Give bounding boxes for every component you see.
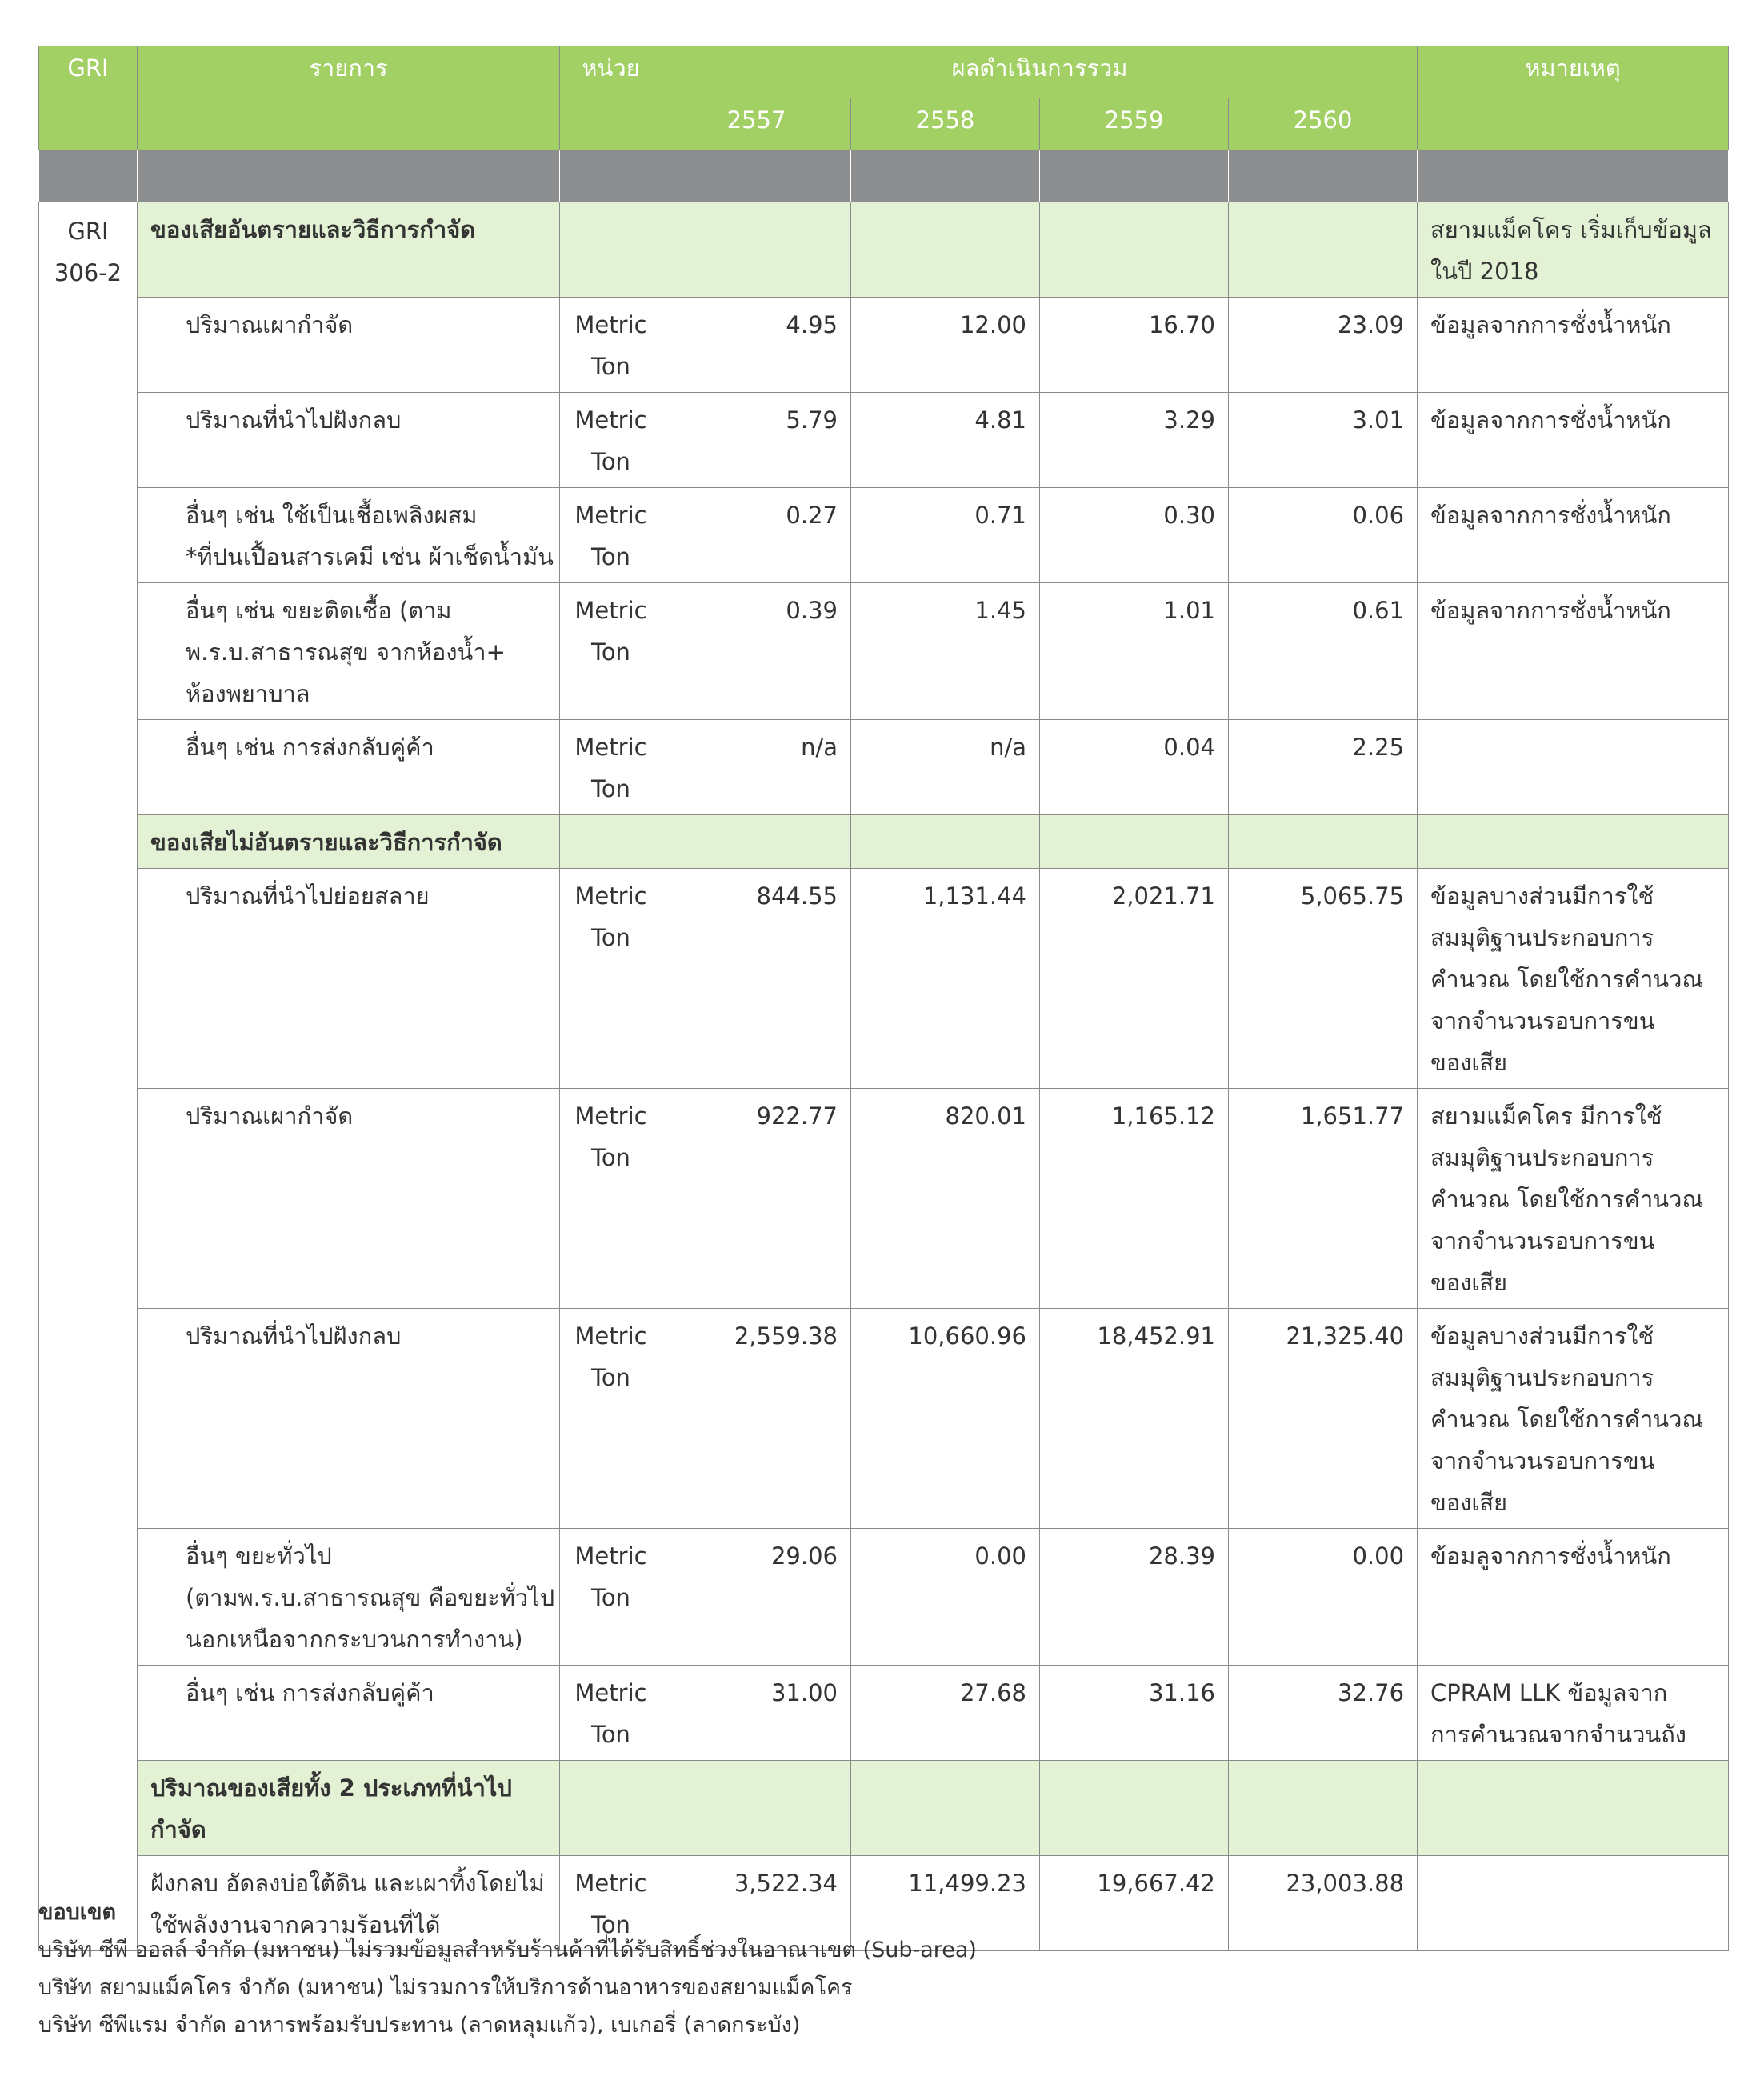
- row-note-line: การคำนวณจากจำนวนถัง: [1430, 1721, 1686, 1748]
- row-value: 32.76: [1229, 1666, 1418, 1761]
- row-value: 31.00: [662, 1666, 851, 1761]
- row-item-line: ห้องพยาบาล: [186, 680, 310, 707]
- section-fill-cell: [851, 202, 1040, 298]
- row-value: 4.95: [662, 298, 851, 393]
- row-unit-line: Metric: [574, 311, 647, 338]
- section-fill-cell: [1040, 1761, 1229, 1856]
- row-value: 0.61: [1229, 583, 1418, 720]
- row-value: 21,325.40: [1229, 1309, 1418, 1529]
- row-unit-line: Ton: [591, 924, 630, 951]
- row-item-line: ปริมาณที่นำไปฝังกลบ: [186, 1322, 402, 1350]
- section-row: [39, 202, 1729, 298]
- section-row: [39, 815, 1729, 869]
- row-value: 820.01: [851, 1089, 1040, 1309]
- row-value: 16.70: [1040, 298, 1229, 393]
- scope-title: ขอบเขต: [38, 1900, 117, 1925]
- header-gri: GRI: [39, 46, 138, 150]
- waste-table-page: [38, 46, 1728, 1951]
- row-note-line: ข้อมูลบางส่วนมีการใช้: [1430, 1322, 1654, 1350]
- row-unit-line: Ton: [591, 1911, 630, 1938]
- grey-band-cell: [1418, 150, 1729, 202]
- row-item: [138, 1666, 560, 1761]
- table-row: [39, 393, 1729, 488]
- header-year: 2560: [1229, 98, 1418, 150]
- section-title: ของเสียอันตรายและวิธีการกำจัด: [138, 202, 560, 298]
- gri-code-cell: [39, 202, 138, 1951]
- row-unit: [560, 488, 662, 583]
- row-value: n/a: [851, 720, 1040, 815]
- row-unit-line: Metric: [574, 1679, 647, 1706]
- header-remark: หมายเหตุ: [1418, 46, 1729, 150]
- row-note-line: สมมุติฐานประกอบการ: [1430, 924, 1654, 951]
- section-title: ปริมาณของเสียทั้ง 2 ประเภทที่นำไปกำจัด: [138, 1761, 560, 1856]
- row-unit-line: Metric: [574, 597, 647, 624]
- header-performance: ผลดำเนินการรวม: [662, 46, 1418, 98]
- row-value: 0.06: [1229, 488, 1418, 583]
- row-value: 0.39: [662, 583, 851, 720]
- section-note: [1418, 202, 1729, 298]
- row-value: 0.30: [1040, 488, 1229, 583]
- grey-band-row: [39, 150, 1729, 202]
- row-note: [1418, 1309, 1729, 1529]
- row-unit-line: Metric: [574, 882, 647, 910]
- gri-code-text: GRI: [67, 218, 109, 245]
- row-value: 0.04: [1040, 720, 1229, 815]
- row-unit: [560, 1089, 662, 1309]
- row-unit-line: Ton: [591, 1364, 630, 1391]
- row-note: [1418, 298, 1729, 393]
- section-note-line: สยามแม็คโคร เริ่มเก็บข้อมูล: [1430, 216, 1712, 243]
- section-fill-cell: [851, 815, 1040, 869]
- row-unit-line: Ton: [591, 1721, 630, 1748]
- row-value: 3.29: [1040, 393, 1229, 488]
- header-item: รายการ: [138, 46, 560, 150]
- row-note: [1418, 1529, 1729, 1666]
- row-value: 5,065.75: [1229, 869, 1418, 1089]
- table-row: [39, 1309, 1729, 1529]
- row-note: [1418, 1666, 1729, 1761]
- row-item-line: อื่นๆ เช่น การส่งกลับคู่ค้า: [186, 1679, 434, 1706]
- section-fill-cell: [560, 202, 662, 298]
- row-unit-line: Ton: [591, 543, 630, 570]
- row-note-line: ข้อมลูจากการชั่งน้ำหนัก: [1430, 1542, 1671, 1570]
- row-note-line: จากจำนวนรอบการขน: [1430, 1447, 1655, 1474]
- row-item: [138, 1309, 560, 1529]
- section-note-line: ในปี 2018: [1430, 258, 1539, 285]
- row-unit-line: Metric: [574, 734, 647, 761]
- grey-band-cell: [662, 150, 851, 202]
- row-item-line: ปริมาณที่นำไปย่อยสลาย: [186, 882, 430, 910]
- row-unit: [560, 298, 662, 393]
- section-fill-cell: [662, 1761, 851, 1856]
- row-unit: [560, 1666, 662, 1761]
- row-value: 1.45: [851, 583, 1040, 720]
- row-value: 12.00: [851, 298, 1040, 393]
- row-unit: [560, 1529, 662, 1666]
- section-fill-cell: [851, 1761, 1040, 1856]
- row-item-line: อื่นๆ เช่น ใช้เป็นเชื้อเพลิงผสม: [186, 502, 478, 529]
- grey-band-cell: [1229, 150, 1418, 202]
- row-unit-line: Metric: [574, 406, 647, 434]
- section-row: [39, 1761, 1729, 1856]
- row-value: 2,559.38: [662, 1309, 851, 1529]
- scope-section: [38, 1894, 1728, 2044]
- row-unit-line: Metric: [574, 1870, 647, 1897]
- table-row: [39, 1666, 1729, 1761]
- row-note-line: ข้อมูลบางส่วนมีการใช้: [1430, 882, 1654, 910]
- row-unit: [560, 393, 662, 488]
- row-value: 18,452.91: [1040, 1309, 1229, 1529]
- row-item-line: ปริมาณเผากำจัด: [186, 311, 354, 338]
- header-year: 2558: [851, 98, 1040, 150]
- row-unit: [560, 583, 662, 720]
- grey-band-cell: [851, 150, 1040, 202]
- row-value: 19,667.42: [1040, 1856, 1229, 1951]
- row-note-line: สมมุติฐานประกอบการ: [1430, 1364, 1654, 1391]
- table-row: [39, 583, 1729, 720]
- row-note-line: จากจำนวนรอบการขน: [1430, 1007, 1655, 1034]
- row-value: n/a: [662, 720, 851, 815]
- row-value: 3.01: [1229, 393, 1418, 488]
- grey-band-cell: [39, 150, 138, 202]
- header-year: 2559: [1040, 98, 1229, 150]
- gri-code-text: 306-2: [54, 259, 122, 286]
- grey-band-cell: [1040, 150, 1229, 202]
- row-item: [138, 869, 560, 1089]
- section-fill-cell: [1040, 202, 1229, 298]
- header-unit: หน่วย: [560, 46, 662, 150]
- row-item: [138, 393, 560, 488]
- row-unit-line: Ton: [591, 448, 630, 475]
- section-note: [1418, 815, 1729, 869]
- row-item-line: อื่นๆ ขยะทั่วไป: [186, 1542, 332, 1570]
- row-value: 0.27: [662, 488, 851, 583]
- row-note-line: คำนวณ โดยใช้การคำนวณ: [1430, 1406, 1704, 1433]
- row-value: 922.77: [662, 1089, 851, 1309]
- row-item-line: *ที่ปนเปื้อนสารเคมี เช่น ผ้าเช็ดน้ำมัน: [186, 543, 554, 570]
- row-item: [138, 298, 560, 393]
- row-note-line: ของเสีย: [1430, 1049, 1508, 1076]
- row-value: 2.25: [1229, 720, 1418, 815]
- row-note-line: สมมุติฐานประกอบการ: [1430, 1144, 1654, 1171]
- row-value: 844.55: [662, 869, 851, 1089]
- row-item-line: ปริมาณเผากำจัด: [186, 1102, 354, 1130]
- row-value: 0.00: [851, 1529, 1040, 1666]
- scope-line: บริษัท สยามแม็คโคร จำกัด (มหาชน) ไม่รวมการให้บริการด้านอาหารของสยามแม็คโคร: [38, 1975, 853, 2000]
- row-value: 23,003.88: [1229, 1856, 1418, 1951]
- row-item-line: นอกเหนือจากกระบวนการทำงาน): [186, 1626, 523, 1653]
- row-unit-line: Ton: [591, 1144, 630, 1171]
- row-note: [1418, 720, 1729, 815]
- section-fill-cell: [560, 815, 662, 869]
- section-fill-cell: [1229, 1761, 1418, 1856]
- row-item-line: อื่นๆ เช่น การส่งกลับคู่ค้า: [186, 734, 434, 761]
- row-note-line: ของเสีย: [1430, 1269, 1508, 1296]
- row-value: 2,021.71: [1040, 869, 1229, 1089]
- row-item: [138, 1529, 560, 1666]
- row-unit-line: Ton: [591, 775, 630, 802]
- table-row: [39, 298, 1729, 393]
- row-unit-line: Ton: [591, 353, 630, 380]
- row-note: [1418, 393, 1729, 488]
- table-row: [39, 488, 1729, 583]
- section-fill-cell: [1229, 815, 1418, 869]
- row-item-line: ปริมาณที่นำไปฝังกลบ: [186, 406, 402, 434]
- row-item: [138, 488, 560, 583]
- row-unit-line: Ton: [591, 638, 630, 666]
- table-row: [39, 869, 1729, 1089]
- row-item-line: ใช้พลังงานจากความร้อนที่ได้: [150, 1911, 441, 1938]
- row-note: [1418, 488, 1729, 583]
- section-fill-cell: [1229, 202, 1418, 298]
- waste-table: [38, 46, 1729, 1951]
- row-value: 1,165.12: [1040, 1089, 1229, 1309]
- row-value: 28.39: [1040, 1529, 1229, 1666]
- row-unit-line: Ton: [591, 1584, 630, 1611]
- row-note-line: คำนวณ โดยใช้การคำนวณ: [1430, 966, 1704, 993]
- row-value: 10,660.96: [851, 1309, 1040, 1529]
- grey-band-cell: [138, 150, 560, 202]
- row-value: 11,499.23: [851, 1856, 1040, 1951]
- row-note-line: ข้อมูลจากการชั่งน้ำหนัก: [1430, 406, 1671, 434]
- row-note-line: ข้อมูลจากการชั่งน้ำหนัก: [1430, 311, 1671, 338]
- row-note: [1418, 583, 1729, 720]
- row-item-line: ฝังกลบ อัดลงบ่อใต้ดิน และเผาทิ้งโดยไม่: [150, 1870, 545, 1897]
- row-value: 31.16: [1040, 1666, 1229, 1761]
- row-note-line: สยามแม็คโคร มีการใช้: [1430, 1102, 1662, 1130]
- row-unit-line: Metric: [574, 1102, 647, 1130]
- header-year: 2557: [662, 98, 851, 150]
- row-note-line: คำนวณ โดยใช้การคำนวณ: [1430, 1186, 1704, 1213]
- grey-band-cell: [560, 150, 662, 202]
- row-item: [138, 1089, 560, 1309]
- row-value: 1,651.77: [1229, 1089, 1418, 1309]
- row-value: 1,131.44: [851, 869, 1040, 1089]
- row-unit-line: Metric: [574, 1322, 647, 1350]
- row-unit: [560, 869, 662, 1089]
- row-item-line: พ.ร.บ.สาธารณสุข จากห้องน้ำ+: [186, 638, 506, 666]
- section-note: [1418, 1761, 1729, 1856]
- row-value: 0.00: [1229, 1529, 1418, 1666]
- table-body: [39, 150, 1729, 1951]
- row-note-line: ของเสีย: [1430, 1489, 1508, 1516]
- table-row: [39, 720, 1729, 815]
- row-item: [138, 720, 560, 815]
- row-item-line: (ตามพ.ร.บ.สาธารณสุข คือขยะทั่วไป: [186, 1584, 555, 1611]
- scope-line: บริษัท ซีพี ออลล์ จำกัด (มหาชน) ไม่รวมข้อมูลสำหรับร้านค้าที่ได้รับสิทธิ์ช่วงในอาณาเขต (Sub-area): [38, 1938, 977, 1962]
- row-unit: [560, 720, 662, 815]
- row-note-line: CPRAM LLK ข้อมูลจาก: [1430, 1679, 1668, 1706]
- row-value: 1.01: [1040, 583, 1229, 720]
- row-note-line: ข้อมูลจากการชั่งน้ำหนัก: [1430, 597, 1671, 624]
- row-note-line: ข้อมูลจากการชั่งน้ำหนัก: [1430, 502, 1671, 529]
- row-unit-line: Metric: [574, 1542, 647, 1570]
- section-fill-cell: [662, 815, 851, 869]
- row-unit: [560, 1309, 662, 1529]
- row-note: [1418, 869, 1729, 1089]
- row-unit-line: Metric: [574, 502, 647, 529]
- row-value: 4.81: [851, 393, 1040, 488]
- row-value: 3,522.34: [662, 1856, 851, 1951]
- table-row: [39, 1089, 1729, 1309]
- row-value: 29.06: [662, 1529, 851, 1666]
- row-item-line: อื่นๆ เช่น ขยะติดเชื้อ (ตาม: [186, 597, 452, 624]
- section-title: ของเสียไม่อันตรายและวิธีการกำจัด: [138, 815, 560, 869]
- section-fill-cell: [662, 202, 851, 298]
- row-note: [1418, 1089, 1729, 1309]
- section-fill-cell: [1040, 815, 1229, 869]
- table-row: [39, 1529, 1729, 1666]
- row-item: [138, 583, 560, 720]
- row-note-line: จากจำนวนรอบการขน: [1430, 1227, 1655, 1254]
- section-fill-cell: [560, 1761, 662, 1856]
- row-value: 27.68: [851, 1666, 1040, 1761]
- row-value: 5.79: [662, 393, 851, 488]
- row-value: 23.09: [1229, 298, 1418, 393]
- scope-line: บริษัท ซีพีแรม จำกัด อาหารพร้อมรับประทาน (ลาดหลุมแก้ว), เบเกอรี่ (ลาดกระบัง): [38, 2013, 801, 2038]
- row-value: 0.71: [851, 488, 1040, 583]
